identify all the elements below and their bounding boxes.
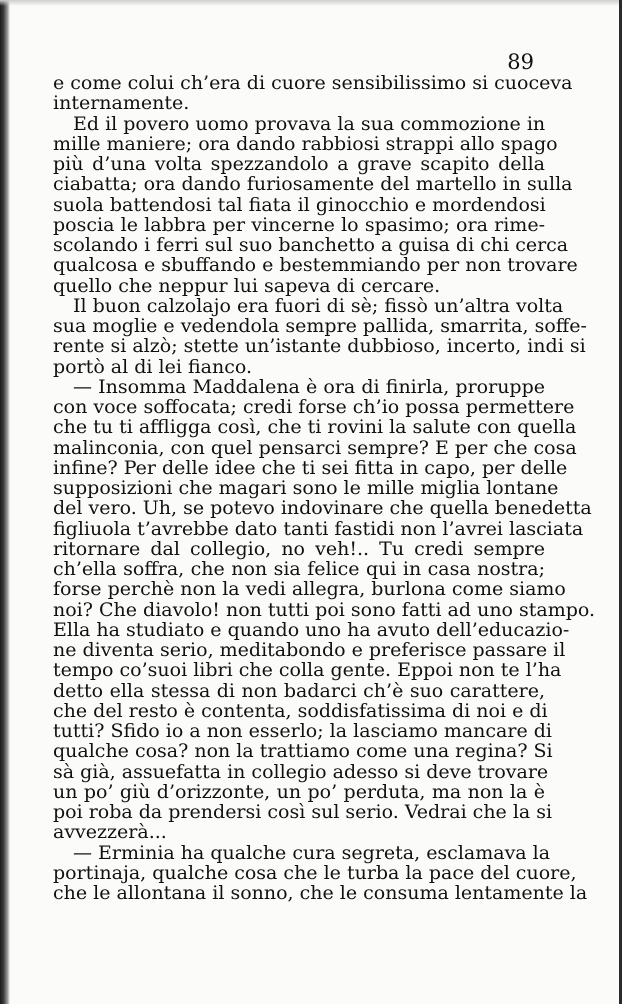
text-line: suola battendosi tal fiata il ginocchio e mordendosi <box>53 193 546 216</box>
text-line: del vero. Uh, se potevo indovinare che quella benedetta <box>53 497 592 520</box>
text-line: supposizioni che magari sono le mille miglia lontane <box>53 477 559 499</box>
text-line: — Erminia ha qualche cura segreta, esclamava la <box>73 841 551 864</box>
text-line: sà già, assuefatta in collegio adesso si deve trovare <box>53 760 549 783</box>
text-line: quello che neppur lui sapeva di cercare. <box>53 274 441 297</box>
body-text <box>53 72 596 904</box>
text-line: più d’una volta spezzandolo a grave scapito della <box>53 153 545 175</box>
text-line: tutti? Sfido io a non esserlo; la lasciamo mancare di <box>53 720 552 742</box>
text-line: internamente. <box>53 92 190 115</box>
text-line: ritornare dal collegio, no veh!.. Tu credi sempre <box>53 537 545 560</box>
text-line: ch’ella soffra, che non sia felice qui in casa nostra; <box>53 558 545 580</box>
page-number: 89 <box>507 50 534 74</box>
text-line: che del resto è contenta, soddisfatissima di noi e di <box>53 699 548 722</box>
text-line: che tu ti affligga così, che ti rovini la salute con quella <box>53 416 577 439</box>
text-line: rente si alzò; stette un’istante dubbioso, incerto, indi si <box>53 335 586 358</box>
text-line: noi? Che diavolo! non tutti poi sono fatti ad uno stampo. <box>53 598 596 621</box>
text-line: malinconia, con quel pensarci sempre? E per che cosa <box>53 436 577 459</box>
text-line: avvezzerà... <box>53 821 167 844</box>
text-line: portò al di lei fianco. <box>53 355 252 378</box>
page-top-edge <box>0 0 622 6</box>
text-line: — Insomma Maddalena è ora di finirla, proruppe <box>73 375 545 398</box>
text-line: Il buon calzolajo era fuori di sè; fissò un’altra volta <box>73 294 564 317</box>
text-line: scolando i ferri sul suo banchetto a guisa di chi cerca <box>53 234 569 256</box>
text-line: qualche cosa? non la trattiamo come una regina? Si <box>53 740 553 763</box>
text-line: tempo co’suoi libri che colla gente. Eppoi non te l’ha <box>53 659 562 682</box>
text-line: mille maniere; ora dando rabbiosi strappi allo spago <box>53 132 558 155</box>
text-line: infine? Per delle idee che ti sei fitta in capo, per delle <box>53 456 568 479</box>
text-line: detto ella stessa di non badarci ch’è suo carattere, <box>53 679 545 702</box>
text-line: che le allontana il sonno, che le consuma lentamente la <box>53 882 588 904</box>
text-line: poscia le labbra per vincerne lo spasimo; ora rime- <box>53 213 545 236</box>
text-line: e come colui ch’era di cuore sensibilissimo si cuoceva <box>53 72 573 94</box>
text-line: forse perchè non la vedi allegra, burlona come siamo <box>53 578 566 601</box>
text-line: qualcosa e sbuffando e bestemmiando per non trovare <box>53 254 578 277</box>
text-line: sua moglie e vedendola sempre pallida, smarrita, soffe- <box>53 315 587 337</box>
page-spine-shadow <box>0 0 10 1004</box>
text-line: portinaja, qualche cosa che le turba la pace del cuore, <box>53 861 577 884</box>
text-line: poi roba da prendersi così sul serio. Vedrai che la si <box>53 801 553 823</box>
text-line: Ella ha studiato e quando uno ha avuto dell’educazio- <box>53 618 570 641</box>
text-line: con voce soffocata; credi forse ch’io possa permettere <box>53 396 575 418</box>
text-line: figliuola t’avrebbe dato tanti fastidi non l’avrei lasciata <box>53 517 584 540</box>
text-line: ne diventa serio, meditabondo e preferisce passare il <box>53 639 566 661</box>
text-line: Ed il povero uomo provava la sua commozione in <box>73 112 546 135</box>
text-line: un po’ giù d’orizzonte, un po’ perduta, ma non la è <box>53 780 545 803</box>
text-line: ciabatta; ora dando furiosamente del martello in sulla <box>53 173 573 196</box>
